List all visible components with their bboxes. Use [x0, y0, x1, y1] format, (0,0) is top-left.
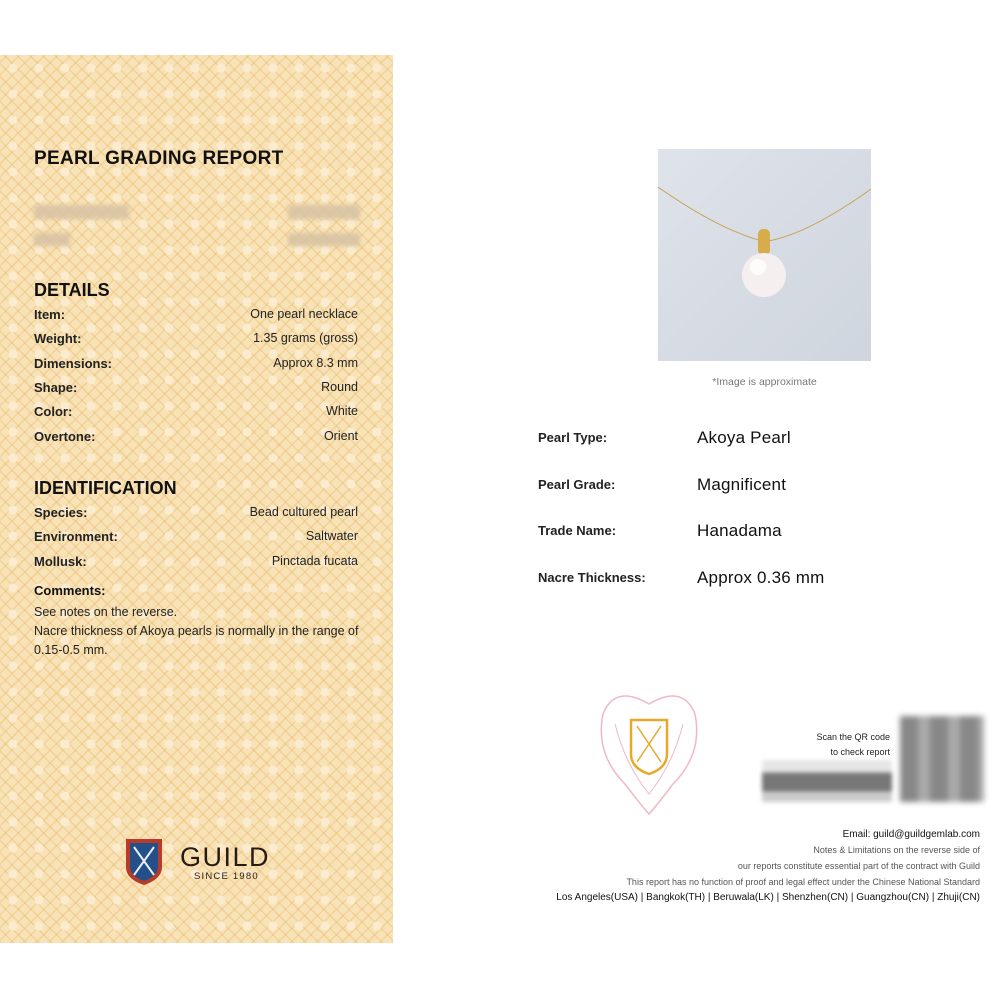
guild-logo-text: GUILD: [180, 842, 271, 872]
detail-value: Approx 8.3 mm: [273, 355, 358, 370]
detail-row: [34, 380, 358, 395]
detail-value: Round: [321, 379, 358, 394]
footer-note: This report has no function of proof and legal effect under the Chinese National Standard: [626, 877, 980, 887]
redacted-text: [34, 233, 70, 246]
comments-label: Comments:: [34, 583, 106, 598]
pearl-necklace-image: [658, 149, 871, 361]
detail-value: White: [326, 404, 358, 419]
summary-value: Akoya Pearl: [697, 428, 791, 447]
comment-line: See notes on the reverse.: [34, 605, 178, 619]
detail-row: [34, 505, 358, 520]
footer-note: Notes & Limitations on the reverse side of: [813, 845, 980, 855]
detail-row: [34, 331, 358, 346]
detail-row: [34, 404, 358, 419]
qr-instructions: [816, 730, 890, 760]
detail-value: Orient: [323, 428, 358, 443]
detail-value: Pinctada fucata: [271, 553, 358, 568]
detail-value: One pearl necklace: [250, 307, 358, 321]
contact-email: Email: guild@guildgemlab.com: [842, 829, 980, 840]
detail-label: Species:: [34, 505, 88, 520]
detail-label: Overtone:: [34, 428, 96, 444]
detail-row: [34, 529, 358, 544]
report-title: PEARL GRADING REPORT: [34, 148, 284, 169]
footer-locations: Los Angeles(USA) | Bangkok(TH) | Beruwala(LK) | Shenzhen(CN) | Guangzhou(CN) | Zhuji(CN): [556, 892, 980, 903]
detail-row: [34, 429, 358, 444]
qr-code[interactable]: [900, 716, 984, 802]
guild-since: SINCE 1980: [194, 871, 259, 882]
detail-value: Saltwater: [305, 529, 358, 544]
summary-label: Nacre Thickness:: [538, 570, 646, 586]
image-note: *Image is approximate: [712, 376, 817, 388]
detail-label: Environment:: [34, 529, 118, 545]
detail-label: Dimensions:: [34, 355, 113, 371]
summary-label: Pearl Grade:: [538, 476, 616, 492]
identification-heading: IDENTIFICATION: [34, 478, 177, 498]
footer-note: our reports constitute essential part of the contract with Guild: [737, 861, 980, 871]
qr-text-line: Scan the QR code: [816, 732, 890, 742]
eagle-crest-icon: [595, 684, 703, 816]
detail-label: Weight:: [34, 331, 82, 347]
summary-label: Trade Name:: [538, 523, 617, 539]
summary-value: Magnificent: [697, 474, 787, 494]
qr-text-line: to check report: [830, 747, 890, 757]
redacted-report-code: [762, 760, 892, 802]
detail-value: 1.35 grams (gross): [253, 331, 358, 346]
product-photo: [658, 149, 871, 361]
redacted-report-number: [34, 205, 129, 219]
detail-row: [34, 307, 358, 322]
detail-label: Shape:: [34, 379, 78, 395]
redacted-text: [288, 233, 360, 246]
report-left-panel: [0, 55, 393, 943]
summary-value: Approx 0.36 mm: [697, 568, 825, 588]
redacted-date: [288, 205, 360, 219]
detail-row: [34, 356, 358, 371]
comments-text: [34, 603, 364, 660]
guild-shield-icon: [124, 835, 164, 887]
detail-label: Item:: [34, 307, 66, 322]
comment-line: Nacre thickness of Akoya pearls is normally in the range of 0.15-0.5 mm.: [34, 624, 359, 657]
detail-row: [34, 554, 358, 569]
detail-label: Color:: [34, 404, 73, 420]
detail-value: Bead cultured pearl: [249, 505, 358, 519]
summary-label: Pearl Type:: [538, 430, 608, 445]
summary-value: Hanadama: [697, 521, 782, 541]
details-heading: DETAILS: [34, 280, 110, 300]
detail-label: Mollusk:: [34, 553, 87, 569]
